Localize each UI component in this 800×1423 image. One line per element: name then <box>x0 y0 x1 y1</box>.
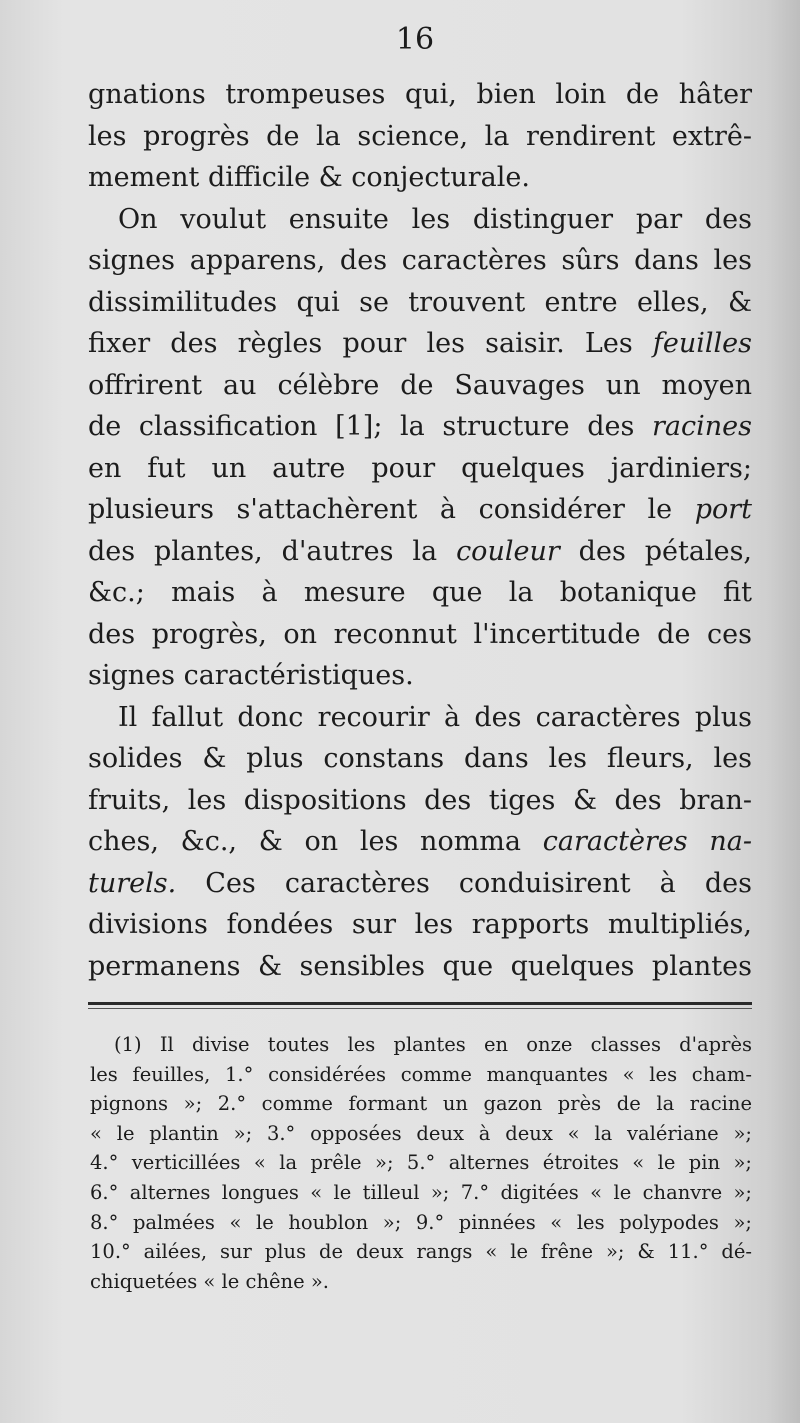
footnote-line: 4.° verticillées « la prêle »; 5.° alternes étroites « le pin »; <box>90 1151 752 1175</box>
text-line: des progrès, on reconnut l'incertitude de ces <box>88 618 752 650</box>
text-line: gnations trompeuses qui, bien loin de hâter <box>88 79 752 110</box>
footnote-line: 10.° ailées, sur plus de deux rangs « le frêne »; & 11.° dé- <box>90 1240 752 1264</box>
footnote-line: les feuilles, 1.° considérées comme manquantes « les cham- <box>90 1062 752 1086</box>
text-line: mement difficile & conjecturale. <box>88 162 530 193</box>
text-line: signes caractéristiques. <box>88 660 414 691</box>
text-line: ches, &c., & on les nomma caractères na- <box>88 826 753 857</box>
text-line: &c.; mais à mesure que la botanique fit <box>88 577 752 608</box>
text-line: en fut un autre pour quelques jardiniers; <box>88 452 752 484</box>
text-line: des plantes, d'autres la couleur des pétales, <box>88 535 753 567</box>
text-line: On voulut ensuite les distinguer par des <box>118 203 752 235</box>
text-line: Il fallut donc recourir à des caractères plus <box>118 701 752 733</box>
body-text <box>88 74 752 987</box>
footnote-line: pignons »; 2.° comme formant un gazon près de la racine <box>90 1092 752 1116</box>
text-line: fruits, les dispositions des tiges & des bran- <box>88 784 752 816</box>
text-line: solides & plus constans dans les fleurs, les <box>88 743 752 774</box>
footnote-line: 8.° palmées « le houblon »; 9.° pinnées « les polypodes »; <box>90 1210 752 1234</box>
text-line: les progrès de la science, la rendirent extrê- <box>88 120 752 152</box>
footnote-line: chiquetées « le chêne ». <box>90 1269 329 1293</box>
footnote <box>90 1030 752 1296</box>
text-line: signes apparens, des caractères sûrs dans les <box>88 245 752 276</box>
text-line: de classification [1]; la structure des racines <box>88 411 752 442</box>
text-line: offrirent au célèbre de Sauvages un moyen <box>88 369 752 401</box>
footnote-line: (1) Il divise toutes les plantes en onze classes d'après <box>114 1033 752 1056</box>
footnote-separator <box>88 1002 752 1009</box>
text-line: turels. Ces caractères conduisirent à des <box>88 867 752 899</box>
footnote-line: 6.° alternes longues « le tilleul »; 7.° digitées « le chanvre »; <box>90 1180 752 1204</box>
text-line: plusieurs s'attachèrent à considérer le port <box>88 494 752 525</box>
text-line: fixer des règles pour les saisir. Les feuilles <box>88 328 752 359</box>
footnote-line: « le plantin »; 3.° opposées deux à deux « la valériane »; <box>90 1121 752 1145</box>
text-line: divisions fondées sur les rapports multipliés, <box>88 909 752 940</box>
text-line: dissimilitudes qui se trouvent entre elles, & <box>88 286 752 318</box>
text-line: permanens & sensibles que quelques plantes <box>88 950 752 982</box>
page-number: 16 <box>395 22 435 57</box>
